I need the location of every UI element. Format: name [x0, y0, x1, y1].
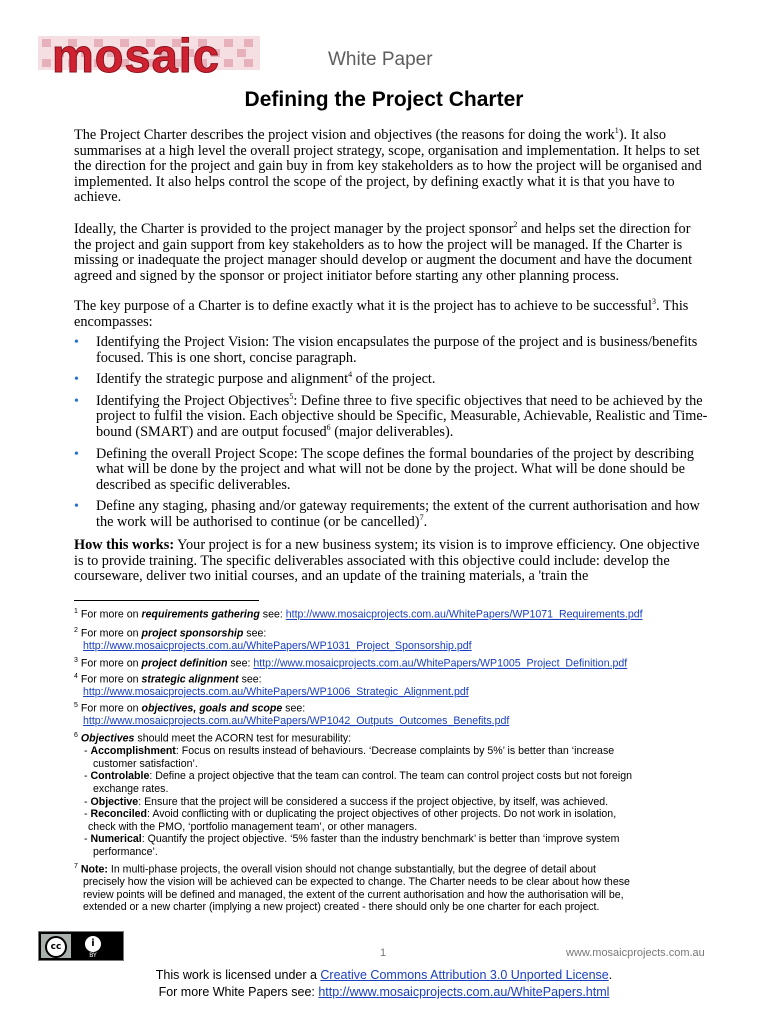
- para2-b: and helps set the direction for the project and gain support from key stakeholders as to how the project will be managed. If the Charter is missing or inadequate the project manager should develop or augment the document and have the document agreed and signed by the sponsor or project initiator before starting any other planning process.: [74, 221, 693, 284]
- bullet-icon: •: [74, 446, 79, 462]
- by-label: BY: [89, 952, 97, 959]
- footnote-text: precisely how the vision will be achieved can be expected to change. The Charter needs to be clear about how these: [83, 876, 630, 889]
- footnote-number: 5: [74, 702, 78, 709]
- how-this-works-paragraph: [74, 538, 708, 585]
- definition-link[interactable]: http://www.mosaicprojects.com.au/WhitePapers/WP1005_Project_Definition.pdf: [253, 657, 628, 670]
- list-item: [74, 499, 708, 530]
- bullet-text: Identifying the Project Objectives: [96, 392, 290, 409]
- footnote-text: should meet the ACORN test for mesurability:: [134, 732, 352, 745]
- bullet-text-end: of the project.: [352, 371, 436, 388]
- bullet-text-end: (major deliverables).: [330, 423, 454, 440]
- para3-a: The key purpose of a Charter is to define exactly what it is the project has to achieve to be successful: [74, 298, 653, 314]
- footnote-topic: requirements gathering: [141, 608, 260, 621]
- footnote-text: see:: [243, 627, 267, 640]
- footnote-topic: project sponsorship: [141, 627, 244, 640]
- para3-b: . This encompasses:: [74, 298, 689, 330]
- charter-bullet-list: [74, 335, 708, 537]
- list-item: [74, 394, 708, 441]
- acorn-label: Objective: [90, 795, 139, 808]
- acorn-text-continued: performance’.: [93, 845, 158, 858]
- footnote-divider: [74, 600, 259, 601]
- footnote-text: extended or a new charter (implying a new project) created - there should only be one charter for each project.: [83, 901, 600, 914]
- more-papers-text: For more White Papers see:: [158, 985, 319, 999]
- acorn-text-continued: check with the PMO, ‘portfolio management team’, or other managers.: [88, 820, 418, 833]
- footnote-7: [74, 861, 714, 914]
- acorn-text: : Avoid conflicting with or duplicating the project objectives of other projects. Do not work in isolation,: [147, 808, 617, 821]
- footnote-number: 6: [74, 732, 78, 739]
- list-item: [74, 335, 708, 366]
- cc-icon: cc: [45, 936, 67, 958]
- how-text: Your project is for a new business system; its vision is to improve efficiency. One objective is to provide training. The specific deliverables associated with this objective could include: develop the courseware, deliver two initial courses, and an update of the training materials, a 'train the: [74, 537, 700, 585]
- footnote-topic: strategic alignment: [141, 673, 239, 686]
- footnote-text: For more on: [77, 702, 142, 715]
- footnote-5: [74, 700, 714, 728]
- footnote-number: 2: [74, 627, 78, 634]
- requirements-link[interactable]: http://www.mosaicprojects.com.au/WhitePapers/WP1071_Requirements.pdf: [285, 608, 643, 621]
- intro-paragraph: [74, 128, 708, 206]
- footnote-number: 7: [74, 863, 78, 870]
- outputs-link[interactable]: http://www.mosaicprojects.com.au/WhitePapers/WP1042_Outputs_Outcomes_Benefits.pdf: [83, 715, 510, 728]
- acorn-accomplishment: - Accomplishment: Focus on results instead of behaviours. ‘Decrease complaints by 5%’ is better than ‘increase: [84, 745, 615, 758]
- footnote-text: see:: [238, 673, 262, 686]
- more-papers-line: [0, 984, 768, 1000]
- bullet-text-mid: : Define three to five specific objectives that need to be achieved by the project to fulfil the vision. Each objective should be Specific, Measurable, Achievable, Realistic and Time-bound (SMART) and are output focused: [96, 392, 708, 440]
- footnote-ref-6: 6: [326, 423, 331, 433]
- bullet-text: Identify the strategic purpose and alignment: [96, 371, 349, 388]
- footnote-1: [74, 606, 714, 621]
- para1-text: The Project Charter describes the project vision and objectives (the reasons for doing the work: [74, 127, 615, 143]
- website-label: www.mosaicprojects.com.au: [566, 947, 705, 959]
- bullet-text: Identifying the Project Vision: The vision encapsulates the purpose of the project and is business/benefits focused. This is one short, concise paragraph.: [96, 334, 698, 366]
- footnote-ref-7: 7: [419, 513, 424, 523]
- bullet-icon: •: [74, 499, 79, 515]
- acorn-text: : Quantify the project objective. ‘5% faster than the industry benchmark’ is better than ‘improve system: [141, 833, 620, 846]
- footnote-topic: Objectives: [80, 732, 135, 745]
- mosaic-logo: [38, 29, 260, 82]
- footnote-number: 1: [74, 608, 78, 615]
- doc-type-label: White Paper: [328, 49, 433, 70]
- page-title: Defining the Project Charter: [244, 88, 524, 111]
- footnote-text: see:: [259, 608, 286, 621]
- footnote-ref-1: 1: [614, 126, 619, 136]
- acorn-text-continued: exchange rates.: [93, 782, 169, 795]
- footnote-text: see:: [282, 702, 306, 715]
- acorn-text: : Define a project objective that the team can control. The team can control project costs but not foreign: [149, 770, 633, 783]
- acorn-reconciled: - Reconciled: Avoid conflicting with or duplicating the project objectives of other projects. Do not work in isolation,: [84, 808, 617, 821]
- bullet-text: Defining the overall Project Scope: The scope defines the formal boundaries of the project by describing what will be done by the project and what will not be done by the project. What will be done should be described as specific deliverables.: [96, 445, 695, 493]
- acorn-label: Controlable: [90, 770, 150, 783]
- acorn-text: : Focus on results instead of behaviours. ‘Decrease complaints by 5%’ is better than ‘increase: [175, 745, 615, 758]
- acorn-text: : Ensure that the project will be considered a success if the project objective, by itself, was achieved.: [138, 795, 609, 808]
- footnote-ref-2: 2: [513, 220, 518, 230]
- bullet-icon: •: [74, 372, 79, 388]
- acorn-controlable: - Controlable: Define a project objective that the team can control. The team can control project costs but not foreign: [84, 770, 633, 783]
- bullet-icon: •: [74, 393, 79, 409]
- bullet-text-end: .: [423, 513, 428, 530]
- acorn-label: Numerical: [90, 833, 142, 846]
- acorn-label: Reconciled: [90, 808, 148, 821]
- footnote-ref-3: 3: [652, 297, 657, 307]
- footnote-number: 3: [74, 657, 78, 664]
- bullet-icon: •: [74, 335, 79, 350]
- footnote-topic: project definition: [141, 657, 228, 670]
- footnote-text: In multi-phase projects, the overall vision should not change substantially, but the degree of detail about: [107, 863, 596, 876]
- footnote-text: For more on: [77, 673, 142, 686]
- footnote-text: review points will be defined and managed, the extent of the current authorisation and how the authorisation will be,: [83, 888, 624, 901]
- white-papers-link[interactable]: http://www.mosaicprojects.com.au/WhitePapers.html: [318, 985, 610, 999]
- para1-end: ). It also summarises at a high level the overall project strategy, scope, organisation and implementation. It helps to set the direction for the project and gain buy in from key stakeholders as to how the project will be organised and implemented. It also helps control the scope of the project, by defining exactly what it is that you have to achieve.: [74, 127, 702, 206]
- footnote-2: [74, 625, 714, 653]
- footnote-text: see:: [227, 657, 254, 670]
- footnote-4: [74, 671, 714, 699]
- acorn-objective: - Objective: Ensure that the project will be considered a success if the project objective, by itself, was achieved.: [84, 795, 609, 808]
- acorn-text-continued: customer satisfaction’.: [93, 757, 198, 770]
- footnote-text: For more on: [77, 627, 142, 640]
- list-item: [74, 447, 708, 494]
- bullet-text: Define any staging, phasing and/or gateway requirements; the extent of the current authorisation and how the work will be authorised to continue (or be cancelled): [96, 498, 700, 530]
- footnote-3: [74, 655, 714, 670]
- page-number: 1: [380, 947, 387, 959]
- how-label: How this works:: [74, 537, 175, 553]
- license-text-end: .: [608, 968, 613, 982]
- para2-a: Ideally, the Charter is provided to the project manager by the project sponsor: [74, 221, 514, 237]
- footnote-topic: objectives, goals and scope: [141, 702, 283, 715]
- acorn-numerical: - Numerical: Quantify the project objective. ‘5% faster than the industry benchmark’ is better than ‘improve system: [84, 833, 620, 846]
- footnote-6: [74, 730, 714, 858]
- sponsorship-link[interactable]: http://www.mosaicprojects.com.au/WhitePapers/WP1031_Project_Sponsorship.pdf: [83, 640, 472, 653]
- list-item: [74, 372, 708, 388]
- footnote-text: For more on: [77, 657, 142, 670]
- footnote-note-label: Note:: [80, 863, 108, 876]
- acorn-label: Accomplishment: [90, 745, 176, 758]
- sponsor-paragraph: [74, 222, 708, 284]
- footnote-ref-5: 5: [289, 392, 294, 402]
- attribution-person-icon: i: [83, 934, 103, 954]
- footnote-number: 4: [74, 673, 78, 680]
- footnote-ref-4: 4: [348, 370, 353, 380]
- license-line: [0, 967, 768, 983]
- alignment-link[interactable]: http://www.mosaicprojects.com.au/WhitePapers/WP1006_Strategic_Alignment.pdf: [83, 686, 469, 699]
- cc-badge-left: [41, 934, 71, 958]
- license-link[interactable]: Creative Commons Attribution 3.0 Unported License: [320, 968, 609, 982]
- purpose-paragraph: [74, 299, 708, 330]
- creative-commons-badge[interactable]: [38, 931, 124, 961]
- license-text: This work is licensed under a: [155, 968, 321, 982]
- footnote-text: For more on: [77, 608, 142, 621]
- logo-text: mosaic: [52, 29, 220, 82]
